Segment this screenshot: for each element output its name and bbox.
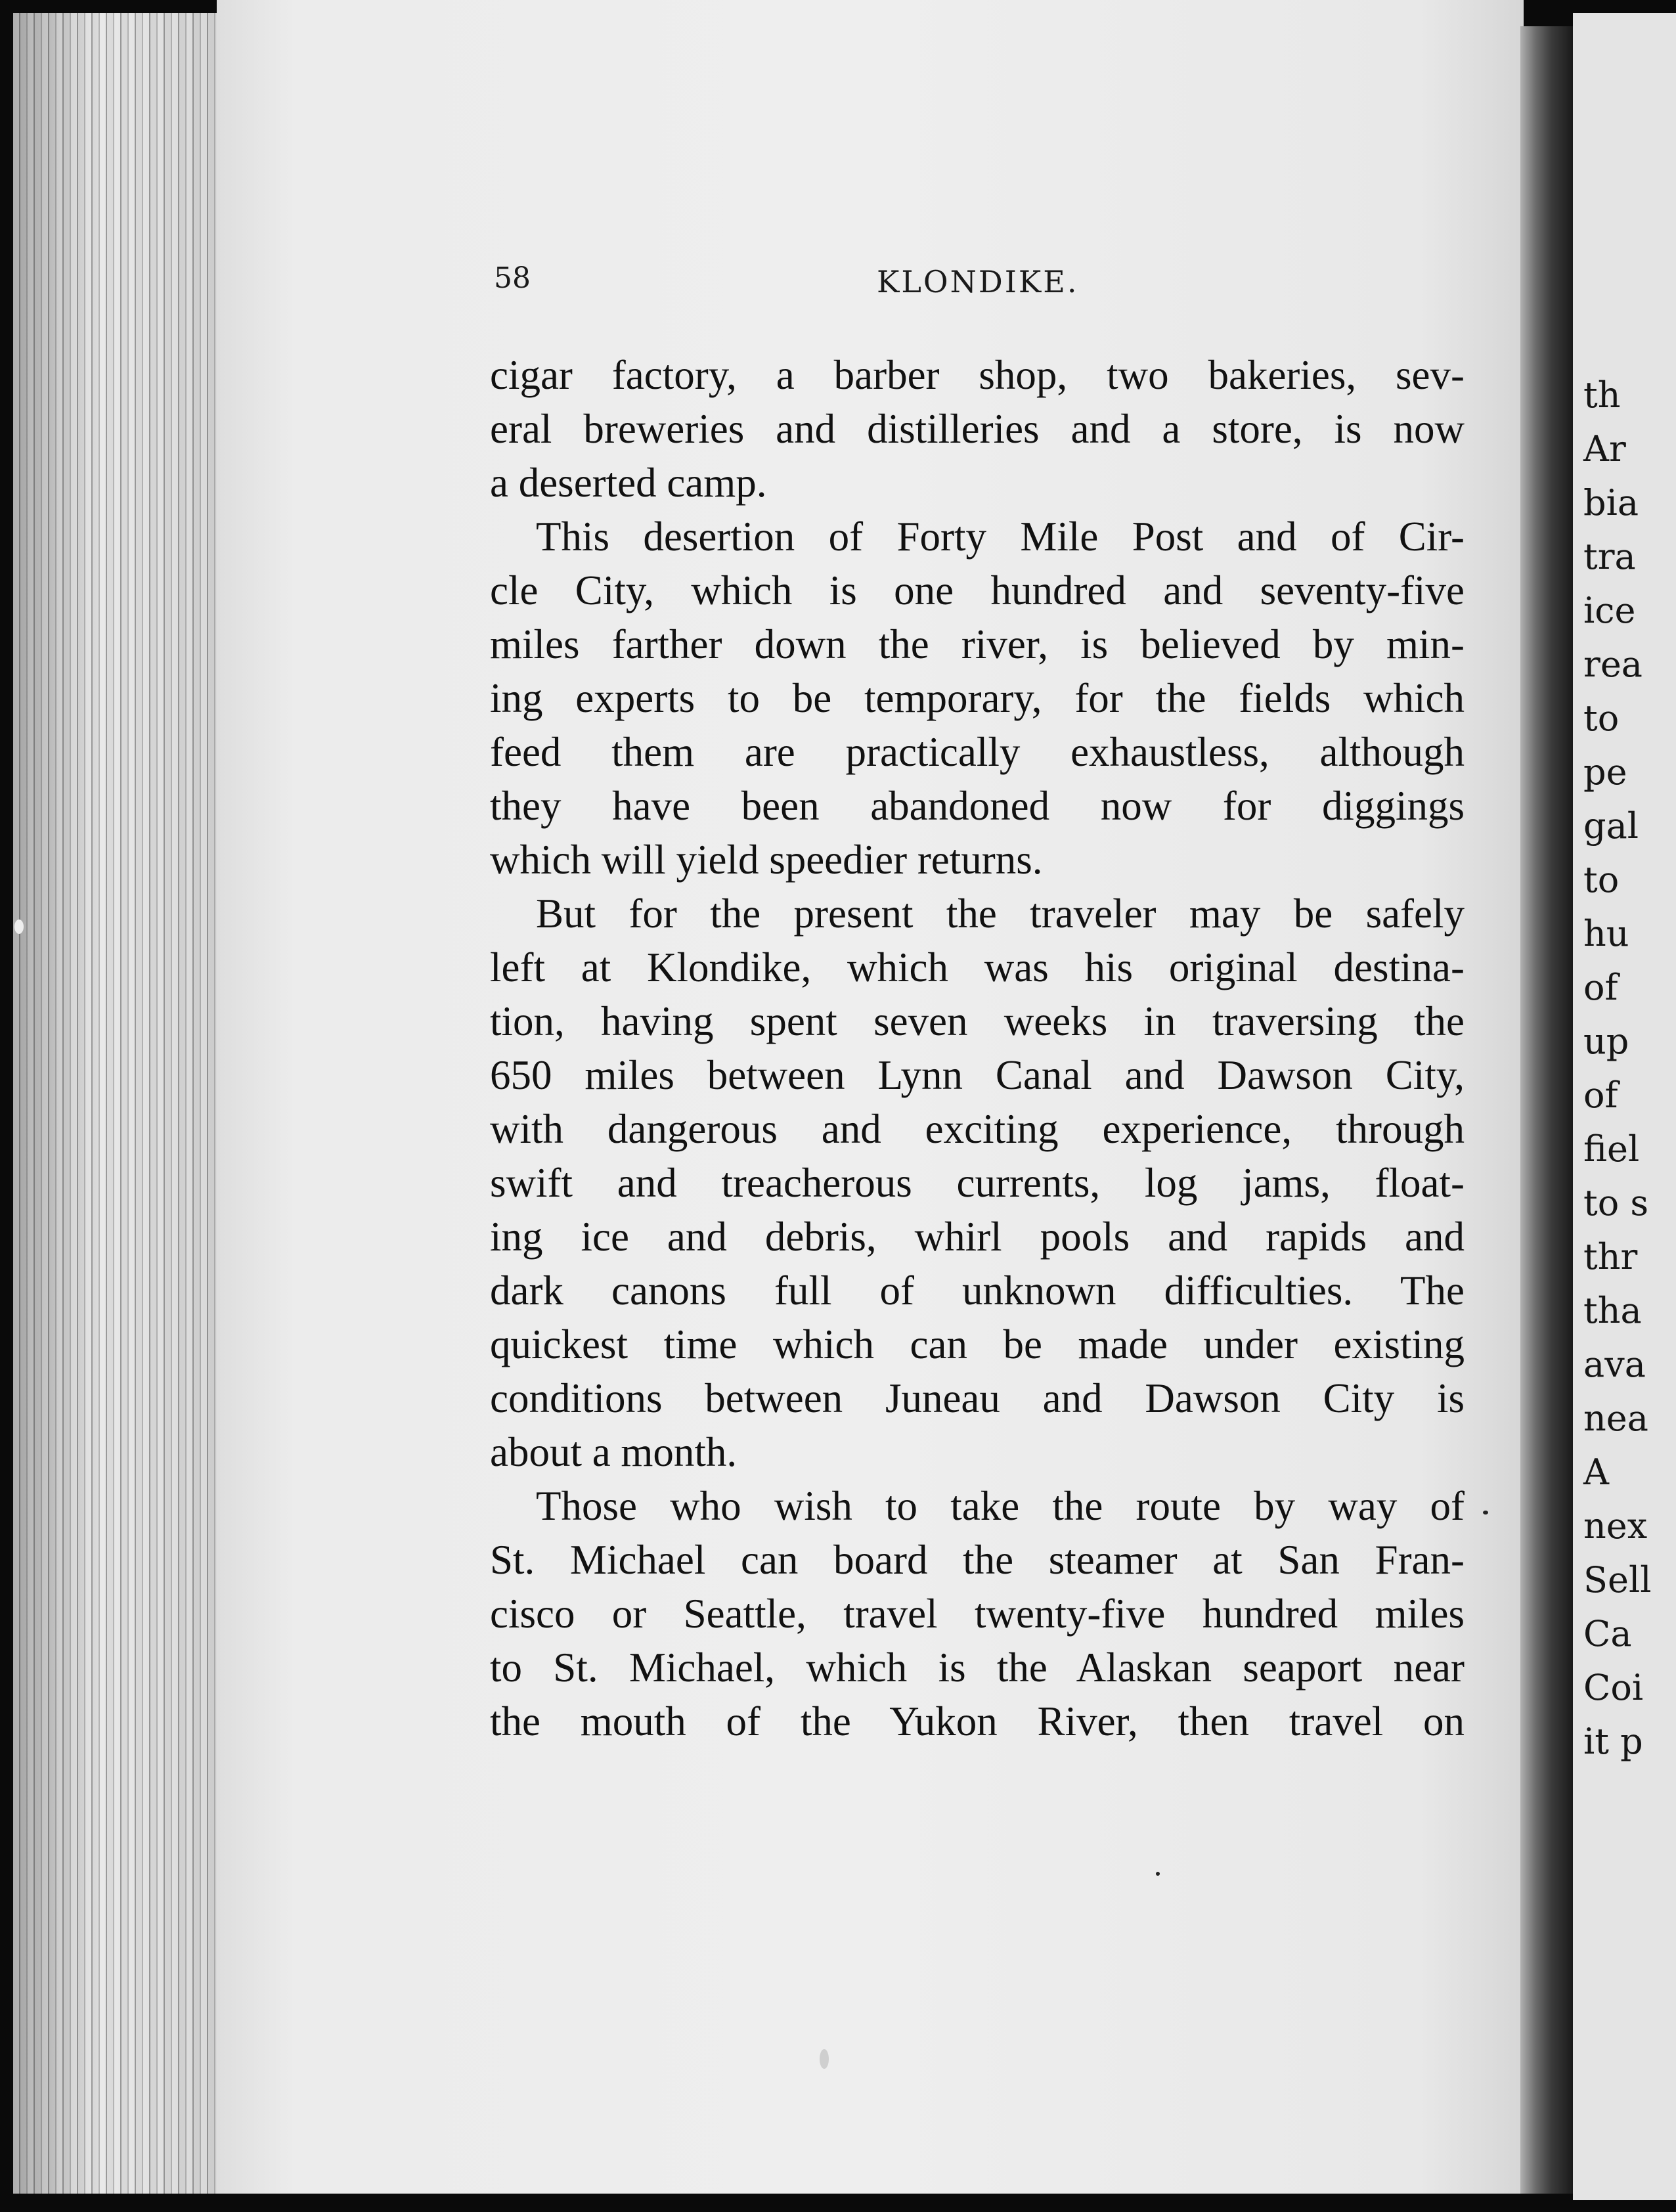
facing-fragment: pe: [1583, 751, 1627, 793]
facing-fragment: ice: [1583, 590, 1636, 631]
facing-fragment: Ar: [1583, 428, 1626, 470]
page-number: 58: [494, 261, 531, 295]
facing-fragment: to s: [1583, 1182, 1649, 1224]
text-line: left at Klondike, which was his original destina-: [490, 944, 1465, 990]
text-line: eral breweries and distilleries and a store, is now: [490, 406, 1465, 452]
facing-fragment: th: [1583, 374, 1621, 416]
facing-fragment: A: [1583, 1451, 1609, 1493]
text-line: feed them are practically exhaustless, although: [490, 729, 1465, 775]
text-line: the mouth of the Yukon River, then travel on: [490, 1698, 1465, 1744]
text-line: they have been abandoned now for diggings: [490, 783, 1465, 829]
facing-fragment: of: [1583, 967, 1618, 1008]
text-line: 650 miles between Lynn Canal and Dawson City,: [490, 1052, 1465, 1098]
facing-fragment: nea: [1583, 1398, 1648, 1439]
facing-fragment: up: [1583, 1021, 1629, 1062]
text-line: cigar factory, a barber shop, two bakeries, sev-: [490, 352, 1465, 398]
text-line: ing experts to be temporary, for the fields which: [490, 675, 1465, 721]
page-edges-shading: [13, 13, 230, 2194]
text-line: cle City, which is one hundred and seventy-five: [490, 567, 1465, 613]
text-line: dark canons full of unknown difficulties. The: [490, 1268, 1465, 1314]
scan-speck: [1156, 1872, 1160, 1876]
text-line: quickest time which can be made under existing: [490, 1321, 1465, 1367]
facing-fragment: Ca: [1583, 1613, 1632, 1654]
book-spine-shadow: [1520, 26, 1573, 2194]
running-title: KLONDIKE.: [877, 264, 1079, 299]
facing-fragment: fiel: [1583, 1128, 1640, 1170]
text-line: Those who wish to take the route by way of: [536, 1483, 1465, 1529]
facing-fragment: bia: [1583, 482, 1639, 523]
facing-fragment: rea: [1583, 644, 1643, 685]
facing-fragment: of: [1583, 1074, 1618, 1116]
text-line: This desertion of Forty Mile Post and of Cir-: [536, 514, 1465, 560]
page-edges: [13, 13, 230, 2194]
body-text: [490, 348, 1465, 1748]
text-line: tion, having spent seven weeks in traversing the: [490, 998, 1465, 1044]
facing-fragment: gal: [1583, 805, 1639, 847]
facing-fragment: Coi: [1583, 1667, 1644, 1708]
text-line: miles farther down the river, is believed by min-: [490, 621, 1465, 667]
text-line: a deserted camp.: [490, 460, 767, 506]
text-line: cisco or Seattle, travel twenty-five hundred miles: [490, 1591, 1465, 1637]
text-line: conditions between Juneau and Dawson City is: [490, 1375, 1465, 1421]
scan-speck: [14, 919, 24, 934]
text-line: swift and treacherous currents, log jams, float-: [490, 1160, 1465, 1206]
facing-fragment: tra: [1583, 536, 1636, 577]
facing-fragment: thr: [1583, 1236, 1638, 1277]
facing-fragment: to: [1583, 859, 1620, 900]
text-line: to St. Michael, which is the Alaskan seaport near: [490, 1645, 1465, 1691]
text-line: about a month.: [490, 1429, 738, 1475]
facing-fragment: nex: [1583, 1505, 1648, 1547]
facing-page: [1573, 13, 1676, 2200]
facing-fragment: hu: [1583, 913, 1629, 954]
text-line: But for the present the traveler may be safely: [536, 891, 1465, 937]
text-line: St. Michael can board the steamer at San Fran-: [490, 1537, 1465, 1583]
text-line: which will yield speedier returns.: [490, 837, 1043, 883]
text-line: with dangerous and exciting experience, through: [490, 1106, 1465, 1152]
scan-speck: [1483, 1511, 1488, 1515]
scan-speck: [820, 2049, 829, 2069]
facing-fragment: ava: [1583, 1344, 1646, 1385]
facing-fragment: to: [1583, 697, 1620, 739]
facing-fragment: tha: [1583, 1290, 1642, 1331]
facing-fragment: it p: [1583, 1721, 1643, 1762]
text-line: ing ice and debris, whirl pools and rapids and: [490, 1214, 1465, 1260]
facing-fragment: Sell: [1583, 1559, 1652, 1601]
